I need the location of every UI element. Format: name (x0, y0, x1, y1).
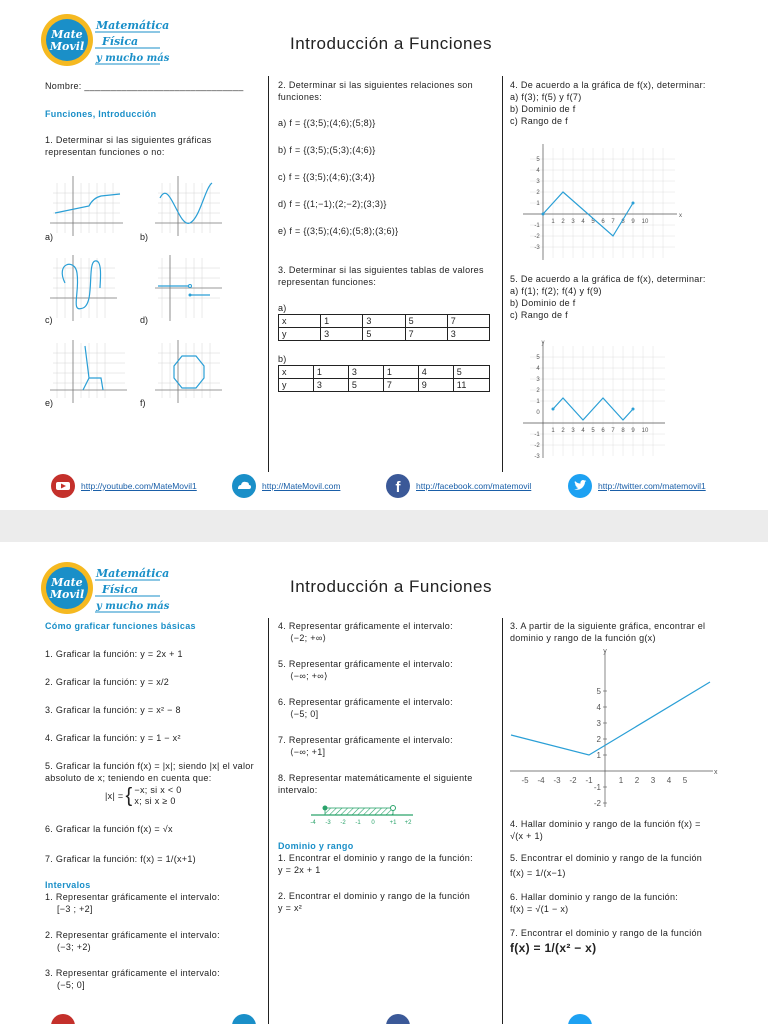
interval-6: 6. Representar gráficamente el intervalo: (278, 697, 453, 707)
svg-text:6: 6 (601, 219, 605, 225)
youtube-link[interactable]: http://youtube.com/MateMovil1 (81, 481, 197, 491)
values-table-a (278, 314, 490, 341)
column-3 (510, 620, 730, 644)
y-tick: 3 (596, 719, 601, 728)
x-tick: 4 (666, 776, 672, 785)
interval-3-value: (−5; 0] (57, 980, 85, 990)
svg-text:-1: -1 (534, 432, 540, 438)
name-field: Nombre: ______________________________ (45, 81, 244, 91)
column-1 (45, 80, 260, 158)
table-row: y 3 5 7 3 (279, 328, 490, 341)
question-g4-fn: √(x + 1) (510, 831, 544, 841)
number-line (308, 802, 418, 828)
question-5b: b) Dominio de f (510, 298, 576, 308)
graph-e (50, 340, 127, 403)
section-heading: Funciones, Introducción (45, 109, 157, 119)
svg-text:3: 3 (536, 377, 540, 383)
question-g7-fn: f(x) = 1/(x² − x) (510, 941, 597, 955)
worksheet-page-1 (0, 0, 768, 510)
item-5: 5. Graficar la función f(x) = |x|; siendo |x| el valor absoluto de x; teniendo en cuenta que: (45, 761, 254, 783)
footer-facebook[interactable] (386, 474, 531, 498)
footer-youtube[interactable] (51, 474, 197, 498)
svg-text:-3: -3 (534, 454, 540, 460)
question-5a: a) f(1); f(2); f(4) y f(9) (510, 286, 602, 296)
interval-2-value: (−3; +2) (57, 942, 91, 952)
interval-7-value: ⟨−∞; +1] (290, 747, 326, 757)
svg-text:5: 5 (536, 157, 540, 163)
cloud-icon[interactable] (232, 1014, 256, 1024)
svg-text:3: 3 (536, 179, 540, 185)
svg-text:1: 1 (551, 428, 555, 434)
svg-text:5: 5 (591, 428, 595, 434)
logo-line3: y mucho más (96, 601, 170, 612)
svg-text:4: 4 (536, 168, 540, 174)
interval-8: 8. Representar matemáticamente el siguiente intervalo: (278, 773, 473, 795)
page-title: Introducción a Funciones (290, 577, 492, 596)
svg-text:4: 4 (536, 366, 540, 372)
logo-movil: Movil (49, 588, 85, 601)
column-2 (278, 620, 493, 796)
svg-text:9: 9 (631, 428, 635, 434)
x-tick: -3 (553, 776, 561, 785)
svg-text:y: y (541, 340, 545, 346)
domain-1: 1. Encontrar el dominio y rango de la función: (278, 853, 473, 863)
table-row: x 1 3 1 4 5 (279, 366, 490, 379)
question-5: 5. De acuerdo a la gráfica de f(x), determinar: (510, 274, 706, 284)
abs-value-cases (105, 785, 260, 807)
graph-c (50, 255, 117, 321)
facebook-link[interactable]: http://facebook.com/matemovil (416, 481, 532, 491)
logo-line2: Física (102, 583, 139, 596)
interval-4: 4. Representar gráficamente el intervalo: (278, 621, 453, 631)
interval-6-value: ⟨−5; 0] (290, 709, 319, 719)
item-6: 6. Graficar la función f(x) = √x (45, 824, 173, 834)
graph-label-b: b) (140, 232, 149, 242)
svg-text:2: 2 (561, 219, 565, 225)
question-1: 1. Determinar si las siguientes gráficas representan funciones o no: (45, 135, 212, 157)
interval-2: 2. Representar gráficamente el intervalo: (45, 930, 220, 940)
facebook-icon[interactable] (386, 1014, 410, 1024)
abs-lhs: |x| = (105, 791, 124, 801)
svg-text:10: 10 (641, 219, 649, 225)
interval-4-value: ⟨−2; +∞⟩ (290, 633, 327, 643)
svg-text:-1: -1 (534, 223, 540, 229)
svg-text:x: x (714, 769, 718, 776)
graph-question: 3. A partir de la siguiente gráfica, encontrar el dominio y rango de la función g(x) (510, 621, 706, 643)
svg-text:4: 4 (581, 428, 585, 434)
graphs-grid (45, 168, 270, 413)
svg-text:x: x (679, 213, 682, 219)
logo-line1: Matemática (96, 19, 170, 32)
question-3: 3. Determinar si las siguientes tablas de valores representan funciones: (278, 265, 484, 287)
question-4: 4. De acuerdo a la gráfica de f(x), determinar: (510, 80, 706, 90)
question-5c: c) Rango de f (510, 310, 568, 320)
graph-label-a: a) (45, 232, 54, 242)
logo-line1: Matemática (96, 567, 170, 580)
matemovil-logo (40, 558, 190, 618)
svg-text:2: 2 (536, 190, 540, 196)
matemovil-logo (40, 10, 190, 70)
svg-text:f: f (395, 479, 401, 496)
item-2: 2. Graficar la función: y = x/2 (45, 677, 170, 687)
item-4: 4. Graficar la función: y = 1 − x² (45, 733, 181, 743)
x-tick: -1 (585, 776, 593, 785)
svg-text:1: 1 (536, 201, 540, 207)
item-7: 7. Graficar la función: f(x) = 1/(x+1) (45, 854, 196, 864)
question-4b: b) Dominio de f (510, 104, 576, 114)
column-3-lower (510, 818, 730, 954)
column-3 (510, 79, 730, 127)
graph-q4 (515, 140, 685, 262)
graph-gx (505, 647, 720, 812)
logo-line2: Física (102, 35, 139, 48)
relation-e: e) f = {(3;5);(4;6);(5;8);(3;6)} (278, 226, 399, 236)
y-tick: 1 (596, 751, 601, 760)
svg-text:9: 9 (631, 219, 635, 225)
question-g6: 6. Hallar dominio y rango de la función: (510, 892, 679, 902)
footer-web[interactable] (232, 474, 340, 498)
relation-a: a) f = {(3;5);(4;6);(5;8)} (278, 118, 376, 128)
interval-1-value: [−3 ; +2] (57, 904, 93, 914)
svg-text:-2: -2 (534, 443, 540, 449)
item-1: 1. Graficar la función: y = 2x + 1 (45, 649, 183, 659)
table-a-label: a) (278, 303, 287, 313)
question-g5: 5. Encontrar el dominio y rango de la función (510, 853, 703, 863)
graph-label-d: d) (140, 315, 149, 325)
question-2: 2. Determinar si las siguientes relaciones son funciones: (278, 80, 473, 102)
logo-mate: Mate (51, 576, 83, 589)
question-4a: a) f(3); f(5) y f(7) (510, 92, 582, 102)
footer-links (0, 472, 768, 506)
svg-text:7: 7 (611, 219, 615, 225)
y-tick: -2 (593, 799, 601, 808)
svg-text:y: y (603, 648, 607, 655)
svg-text:5: 5 (591, 219, 595, 225)
interval-5-value: ⟨−∞; +∞⟩ (290, 671, 328, 681)
item-3: 3. Graficar la función: y = x² − 8 (45, 705, 181, 715)
relation-b: b) f = {(3;5);(5;3);(4;6)} (278, 145, 376, 155)
column-2-lower (278, 840, 493, 914)
logo-movil: Movil (49, 40, 85, 53)
section-heading: Cómo graficar funciones básicas (45, 621, 196, 631)
graph-label-c: c) (45, 315, 53, 325)
svg-text:4: 4 (581, 219, 585, 225)
svg-text:7: 7 (611, 428, 615, 434)
question-g5-fn: f(x) = 1/(x−1) (510, 868, 566, 878)
interval-7: 7. Representar gráficamente el intervalo: (278, 735, 453, 745)
svg-text:-3: -3 (534, 245, 540, 251)
column-1 (45, 620, 260, 991)
column-3-lower (510, 273, 730, 321)
svg-text:0: 0 (536, 410, 540, 416)
twitter-link[interactable]: http://twitter.com/matemovil1 (598, 481, 706, 491)
y-tick: -1 (593, 783, 601, 792)
interval-3: 3. Representar gráficamente el intervalo: (45, 968, 220, 978)
graph-d (155, 255, 222, 321)
question-g4: 4. Hallar dominio y rango de la función f(x) = (510, 819, 701, 829)
svg-text:3: 3 (571, 219, 575, 225)
x-tick: 1 (618, 776, 624, 785)
svg-text:8: 8 (621, 428, 625, 434)
table-b-label: b) (278, 354, 287, 364)
relation-d: d) f = {(1;−1);(2;−2);(3;3)} (278, 199, 387, 209)
logo-mate: Mate (51, 28, 83, 41)
column-divider (502, 618, 503, 1024)
graph-f (155, 340, 222, 403)
twitter-icon[interactable] (568, 1014, 592, 1024)
twitter-icon (568, 474, 592, 498)
svg-text:1: 1 (536, 399, 540, 405)
tick-label: 0 (371, 820, 375, 826)
interval-5: 5. Representar gráficamente el intervalo: (278, 659, 453, 669)
tick-label: +2 (404, 820, 412, 826)
intervalos-heading: Intervalos (45, 880, 91, 890)
graph-b (155, 176, 222, 236)
tick-label: +1 (389, 820, 397, 826)
svg-text:-2: -2 (534, 234, 540, 240)
web-link[interactable]: http://MateMovil.com (262, 481, 341, 491)
svg-text:5: 5 (536, 355, 540, 361)
worksheet-page-2 (0, 542, 768, 1024)
interval-1: 1. Representar gráficamente el intervalo: (45, 892, 220, 902)
x-tick: -4 (537, 776, 545, 785)
tick-label: -4 (310, 820, 316, 826)
svg-text:2: 2 (536, 388, 540, 394)
column-divider (268, 618, 269, 1024)
y-tick: 2 (596, 735, 601, 744)
svg-text:8: 8 (621, 219, 625, 225)
tick-label: -2 (340, 820, 346, 826)
facebook-icon (386, 474, 410, 498)
y-tick: 5 (596, 687, 601, 696)
svg-text:1: 1 (551, 219, 555, 225)
youtube-icon (51, 474, 75, 498)
logo-line3: y mucho más (96, 53, 170, 64)
graph-a (50, 176, 123, 236)
x-tick: -5 (521, 776, 529, 785)
x-tick: 2 (634, 776, 640, 785)
domain-2-fn: y = x² (278, 903, 303, 913)
question-4c: c) Rango de f (510, 116, 568, 126)
column-divider (502, 76, 503, 472)
graph-q5 (515, 338, 685, 460)
table-row: y 3 5 7 9 11 (279, 379, 490, 392)
table-row: x 1 3 5 7 (279, 315, 490, 328)
cloud-icon (232, 474, 256, 498)
values-table-b (278, 365, 490, 392)
dominio-heading: Dominio y rango (278, 841, 354, 851)
tick-label: -1 (355, 820, 361, 826)
case-2: x; si x ≥ 0 (134, 796, 176, 806)
domain-1-fn: y = 2x + 1 (278, 865, 321, 875)
question-g7: 7. Encontrar el dominio y rango de la función (510, 928, 703, 938)
y-tick: 4 (596, 703, 601, 712)
footer-twitter[interactable] (568, 474, 706, 498)
brace: { (125, 785, 133, 807)
x-tick: -2 (569, 776, 577, 785)
column-2 (278, 79, 493, 392)
svg-text:6: 6 (601, 428, 605, 434)
svg-text:2: 2 (561, 428, 565, 434)
svg-text:10: 10 (641, 428, 649, 434)
svg-text:3: 3 (571, 428, 575, 434)
tick-label: -3 (325, 820, 331, 826)
page-title: Introducción a Funciones (290, 34, 492, 53)
youtube-icon[interactable] (51, 1014, 75, 1024)
domain-2: 2. Encontrar el dominio y rango de la función (278, 891, 471, 901)
x-tick: 5 (682, 776, 688, 785)
relation-c: c) f = {(3;5);(4;6);(3;4)} (278, 172, 376, 182)
case-1: −x; si x < 0 (134, 785, 182, 795)
graph-label-e: e) (45, 398, 54, 408)
x-tick: 3 (650, 776, 656, 785)
question-g6-fn: f(x) = √(1 − x) (510, 904, 569, 914)
graph-label-f: f) (140, 398, 146, 408)
